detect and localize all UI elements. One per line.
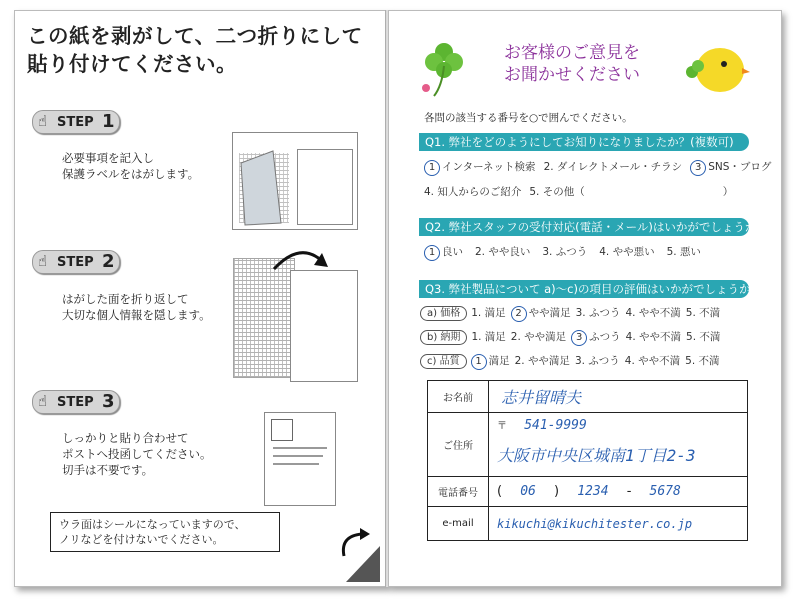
q1-options-row-2: [424, 184, 733, 199]
circled-number: 1: [424, 245, 440, 261]
q2-title-bar: Q2. 弊社スタッフの受付対応(電話・メール)はいかがでしょうか？: [419, 218, 749, 236]
header-line-1: お客様のご意見を: [504, 43, 640, 63]
option-number: 5.: [685, 307, 700, 319]
option-number: 4.: [624, 355, 639, 367]
name-label: お名前: [428, 381, 489, 413]
instruction-text: 各問の該当する番号を○で囲んでください。: [424, 112, 633, 124]
q3-row: [420, 353, 725, 370]
option-number: 4.: [424, 186, 438, 198]
pointing-hand-icon: ☝: [38, 112, 48, 130]
option[interactable]: [576, 307, 621, 319]
title-line-1: この紙を剥がして、二つ折りにして: [27, 24, 363, 48]
step-label: STEP: [57, 395, 94, 410]
option-number: 1.: [471, 307, 485, 319]
option[interactable]: [575, 355, 620, 367]
q3-row-label: c) 品質: [420, 354, 467, 369]
step-2-line-2: 大切な個人情報を隠します。: [62, 308, 211, 322]
option-text: やや良い: [488, 246, 531, 258]
phone-close-paren: ): [554, 484, 560, 499]
option-text: やや悪い: [612, 246, 655, 258]
option[interactable]: [690, 161, 771, 173]
option-number: 3.: [575, 307, 589, 319]
option-text: ふつう: [588, 355, 620, 367]
option[interactable]: [542, 246, 587, 258]
option-text: 不満: [699, 331, 721, 343]
circled-number: 2: [511, 306, 527, 322]
option-text: SNS・ブログ: [708, 161, 772, 173]
bird-icon: [680, 42, 750, 98]
step-2-badge: [32, 250, 120, 274]
circled-number: 1: [424, 160, 440, 176]
q3-row-label: b) 納期: [420, 330, 467, 345]
step-2-illustration: [290, 270, 358, 382]
pointing-hand-icon: ☝: [38, 392, 48, 410]
title-line-2: 貼り付けてください。: [27, 52, 237, 76]
step-1-illustration: [232, 132, 358, 230]
step-1-line-2: 保護ラベルをはがします。: [62, 167, 200, 181]
step-number: 2: [102, 251, 115, 272]
option[interactable]: [471, 307, 505, 319]
page-title: [27, 22, 363, 78]
center-fold: [385, 10, 389, 587]
name-field[interactable]: [489, 381, 748, 413]
option-text: 知人からのご紹介: [437, 186, 522, 198]
option-text: やや不満: [638, 355, 681, 367]
step-2-folded-sheet: [233, 258, 295, 378]
option-number: 5.: [686, 331, 700, 343]
option[interactable]: [424, 186, 521, 198]
option[interactable]: [626, 331, 681, 343]
option[interactable]: [475, 246, 530, 258]
contact-form-table: [427, 380, 748, 541]
postal-value: 541-9999: [524, 418, 587, 433]
option-number: 3.: [574, 355, 589, 367]
step-3-text: [62, 430, 212, 478]
q3-title-bar: Q3. 弊社製品について a)～c)の項目の評価はいかがでしょうか？: [419, 280, 749, 298]
option-number: 5.: [685, 355, 699, 367]
option[interactable]: [544, 161, 683, 173]
step-2-text: [62, 291, 211, 323]
q1-options-row-1: [424, 159, 779, 176]
clover-icon: [414, 36, 476, 100]
q3-row-label: a) 価格: [420, 306, 467, 321]
option[interactable]: [515, 355, 570, 367]
option-text: 不満: [698, 355, 720, 367]
note-line-2: ノリなどを付けないでください。: [59, 533, 224, 546]
option[interactable]: [686, 331, 720, 343]
option[interactable]: [571, 331, 621, 343]
option[interactable]: [471, 331, 505, 343]
email-value: kikuchi@kikuchitester.co.jp: [497, 516, 693, 531]
header-line-2: お聞かせください: [504, 65, 640, 85]
option[interactable]: [685, 355, 719, 367]
q1-title-bar: Q1. 弊社をどのようにしてお知りになりましたか？(複数可): [419, 133, 749, 151]
step-3-line-1: しっかりと貼り合わせて: [62, 431, 189, 445]
option-number: 4.: [625, 307, 639, 319]
option-text: 悪い: [679, 246, 701, 258]
step-3-line-3: 切手は不要です。: [62, 463, 154, 477]
circled-number: 3: [690, 160, 706, 176]
page-curl-icon: [332, 526, 382, 584]
option[interactable]: [529, 186, 584, 198]
option[interactable]: [471, 355, 510, 367]
option-text: やや満足: [524, 331, 567, 343]
phone-area: 06: [520, 484, 536, 499]
phone-label: 電話番号: [428, 477, 489, 507]
option-text: 満足: [484, 307, 506, 319]
q3-row: [420, 305, 725, 322]
option-number: 2.: [475, 246, 489, 258]
option-text: やや満足: [527, 355, 570, 367]
q2-options-row: [424, 244, 713, 261]
option-number: 2.: [514, 355, 528, 367]
phone-middle: 1234: [577, 484, 609, 499]
option[interactable]: [667, 246, 701, 258]
option-text: ふつう: [588, 307, 621, 319]
option-text: 満足: [484, 331, 506, 343]
phone-field[interactable]: [489, 477, 748, 507]
option-text: ふつう: [589, 331, 621, 343]
option-text: やや不満: [638, 307, 681, 319]
option[interactable]: [511, 307, 571, 319]
q3-row: [420, 329, 725, 346]
option[interactable]: [625, 307, 680, 319]
option-text: 良い: [442, 246, 463, 258]
step-label: STEP: [57, 255, 94, 270]
postal-mark: 〒: [497, 421, 507, 432]
option-text: やや不満: [639, 331, 682, 343]
option-text: その他（: [542, 186, 585, 198]
option-text: やや満足: [528, 307, 571, 319]
option-text: 満足: [488, 355, 510, 367]
survey-header: [504, 42, 640, 86]
peel-label-icon: [233, 133, 357, 229]
option[interactable]: [686, 307, 720, 319]
option-number: 4.: [599, 246, 613, 258]
email-label: e-mail: [428, 507, 489, 541]
option-number: 2.: [543, 161, 557, 173]
option-number: 2.: [510, 331, 525, 343]
step-3-line-2: ポストへ投函してください。: [62, 447, 212, 461]
address-value: 大阪市中央区城南1丁目2-3: [497, 446, 696, 465]
option-number: 5.: [529, 186, 543, 198]
phone-dash: -: [626, 484, 632, 499]
option-number: 4.: [625, 331, 640, 343]
circled-number: 1: [471, 354, 487, 370]
fold-arrow-icon: [270, 245, 330, 275]
close-paren: ）: [722, 186, 734, 198]
note-box: [50, 512, 280, 552]
option-text: ダイレクトメール・チラシ: [556, 161, 683, 173]
email-field[interactable]: [489, 507, 748, 541]
option-number: 5.: [666, 246, 680, 258]
note-line-1: ウラ面はシールになっていますので、: [59, 518, 246, 531]
step-2-line-1: はがした面を折り返して: [62, 292, 189, 306]
phone-open-paren: (: [497, 484, 503, 499]
step-3-badge: [32, 390, 120, 414]
option-number: 3.: [542, 246, 556, 258]
pointing-hand-icon: ☝: [38, 252, 48, 270]
option[interactable]: [424, 161, 536, 173]
option[interactable]: [424, 246, 463, 258]
step-1-line-1: 必要事項を記入し: [62, 151, 154, 165]
step-3-envelope-illustration: [264, 412, 336, 506]
phone-last: 5678: [649, 484, 681, 499]
option[interactable]: [511, 331, 566, 343]
step-number: 3: [102, 391, 115, 412]
step-label: STEP: [57, 115, 94, 130]
option-text: インターネット検索: [442, 161, 536, 173]
address-field[interactable]: [489, 413, 748, 477]
name-value: 志井留晴夫: [501, 388, 582, 407]
step-1-badge: [32, 110, 120, 134]
option[interactable]: [625, 355, 680, 367]
option-number: 1.: [471, 331, 485, 343]
option[interactable]: [599, 246, 654, 258]
option-text: ふつう: [555, 246, 588, 258]
option-text: 不満: [699, 307, 721, 319]
circled-number: 3: [571, 330, 587, 346]
address-label: ご住所: [428, 413, 489, 477]
step-1-text: [62, 150, 199, 182]
step-number: 1: [102, 111, 115, 132]
